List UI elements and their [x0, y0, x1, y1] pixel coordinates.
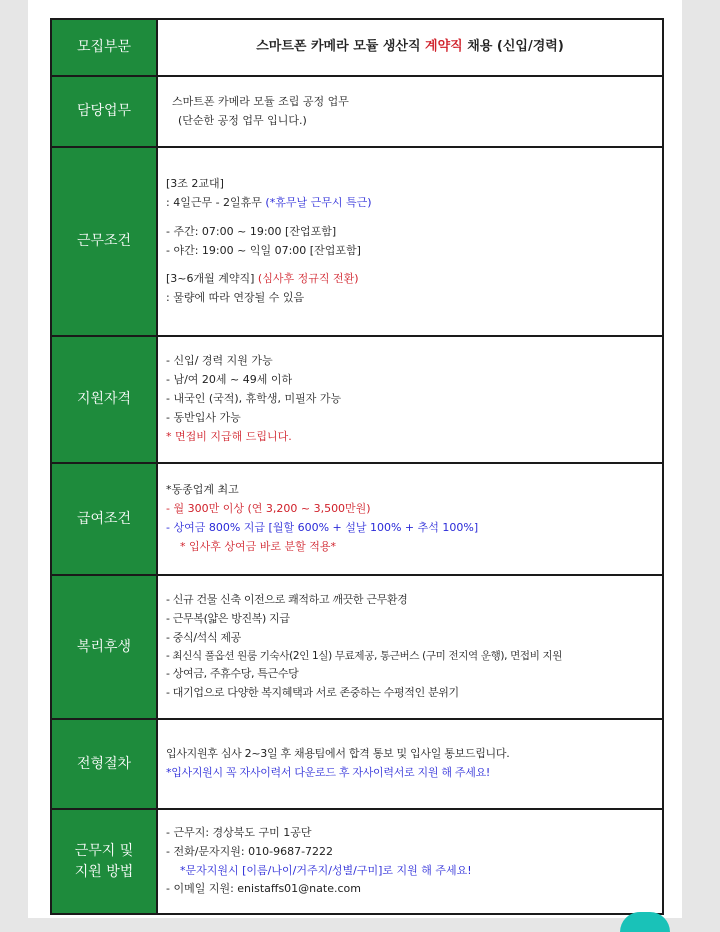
- qualification-item: - 동반입사 가능: [166, 410, 241, 424]
- salary-cell: [158, 464, 662, 576]
- job-title-post: 채용 (신입/경력): [462, 39, 564, 55]
- header-location-line-2: 지원 방법: [74, 863, 134, 880]
- welfare-item: - 근무복(얇은 방진복) 지급: [166, 611, 290, 625]
- document-sheet: [28, 0, 682, 918]
- process-cell: [158, 720, 662, 810]
- work-days-note: (*휴무날 근무시 특근): [265, 195, 372, 209]
- welfare-cell: [158, 576, 662, 720]
- header-welfare: 복리후생: [52, 576, 158, 720]
- shift-system: [3조 2교대]: [166, 176, 224, 190]
- header-process: 전형절차: [52, 720, 158, 810]
- qualifications-cell: [158, 337, 662, 464]
- header-qualifications: 지원자격: [52, 337, 158, 464]
- contract-term-text: [3~6개월 계약직]: [166, 272, 258, 286]
- night-hours: - 야간: 19:00 ~ 익일 07:00 [잔업포함]: [166, 243, 361, 257]
- salary-monthly: - 월 300만 이상 (연 3,200 ~ 3,500만원): [166, 502, 371, 516]
- salary-best: *동종업계 최고: [166, 483, 239, 497]
- salary-bonus-note: * 입사후 상여금 바로 분할 적용*: [180, 539, 336, 553]
- duty-line-2: (단순한 공정 업무 입니다.): [178, 113, 307, 127]
- work-location: - 근무지: 경상북도 구미 1공단: [166, 825, 312, 839]
- work-conditions-cell: [158, 148, 662, 337]
- welfare-item: - 대기업으로 다양한 복지혜택과 서로 존중하는 수평적인 분위기: [166, 686, 459, 700]
- job-title-contract: 계약직: [425, 39, 463, 55]
- contract-extension: : 물량에 따라 연장될 수 있음: [166, 291, 305, 305]
- job-title: [256, 36, 564, 58]
- sms-apply-note: *문자지원시 [이름/나이/거주지/성별/구미]로 지원 해 주세요!: [180, 863, 472, 877]
- phone-contact: - 전화/문자지원: 010-9687-7222: [166, 844, 334, 858]
- duty-line-1: 스마트폰 카메라 모듈 조립 공정 업무: [172, 94, 349, 108]
- day-hours: - 주간: 07:00 ~ 19:00 [잔업포함]: [166, 224, 337, 238]
- work-days-text: : 4일근무 - 2일휴무: [166, 195, 266, 209]
- header-duty: 담당업무: [52, 77, 158, 148]
- qualification-item: - 내국인 (국적), 휴학생, 미필자 가능: [166, 392, 342, 406]
- recruitment-table: [50, 18, 664, 915]
- header-recruit-field: 모집부문: [52, 20, 158, 77]
- salary-bonus-text: - 상여금 800% 지급: [166, 521, 269, 534]
- qualification-item: - 남/여 20세 ~ 49세 이하: [166, 373, 293, 387]
- contract-term-note: (심사후 정규직 전환): [257, 272, 359, 286]
- email-contact: - 이메일 지원: enistaffs01@nate.com: [166, 882, 361, 896]
- interview-fee-note: * 면접비 지급해 드립니다.: [166, 429, 292, 443]
- duty-cell: [158, 77, 662, 148]
- salary-bonus-detail: [월할 600% + 설날 100% + 추석 100%]: [268, 521, 479, 534]
- process-line-2: *입사지원시 꼭 자사이력서 다운로드 후 자사이력서로 지원 해 주세요!: [166, 766, 491, 779]
- process-line-1: 입사지원후 심사 2~3일 후 채용팀에서 합격 통보 및 입사일 통보드립니다.: [166, 747, 510, 761]
- welfare-item: - 최신식 풀옵션 원룸 기숙사(2인 1실) 무료제공, 통근버스 (구미 전지역 운행), 면접비 지원: [166, 650, 563, 663]
- work-days: [166, 194, 654, 213]
- header-salary: 급여조건: [52, 464, 158, 576]
- job-title-pre: 스마트폰 카메라 모듈 생산직: [256, 39, 426, 55]
- header-work-conditions: 근무조건: [52, 148, 158, 337]
- job-title-cell: [158, 20, 662, 77]
- welfare-item: - 중식/석식 제공: [166, 630, 241, 644]
- welfare-item: - 신규 건물 신축 이전으로 쾌적하고 깨끗한 근무환경: [166, 592, 408, 606]
- qualification-item: - 신입/ 경력 지원 가능: [166, 354, 273, 368]
- header-location-line-1: 근무지 및: [74, 843, 134, 860]
- salary-bonus: [166, 519, 654, 538]
- welfare-item: - 상여금, 주휴수당, 특근수당: [166, 667, 299, 681]
- contract-term: [166, 270, 654, 289]
- header-location-apply: [52, 810, 158, 913]
- location-cell: [158, 810, 662, 913]
